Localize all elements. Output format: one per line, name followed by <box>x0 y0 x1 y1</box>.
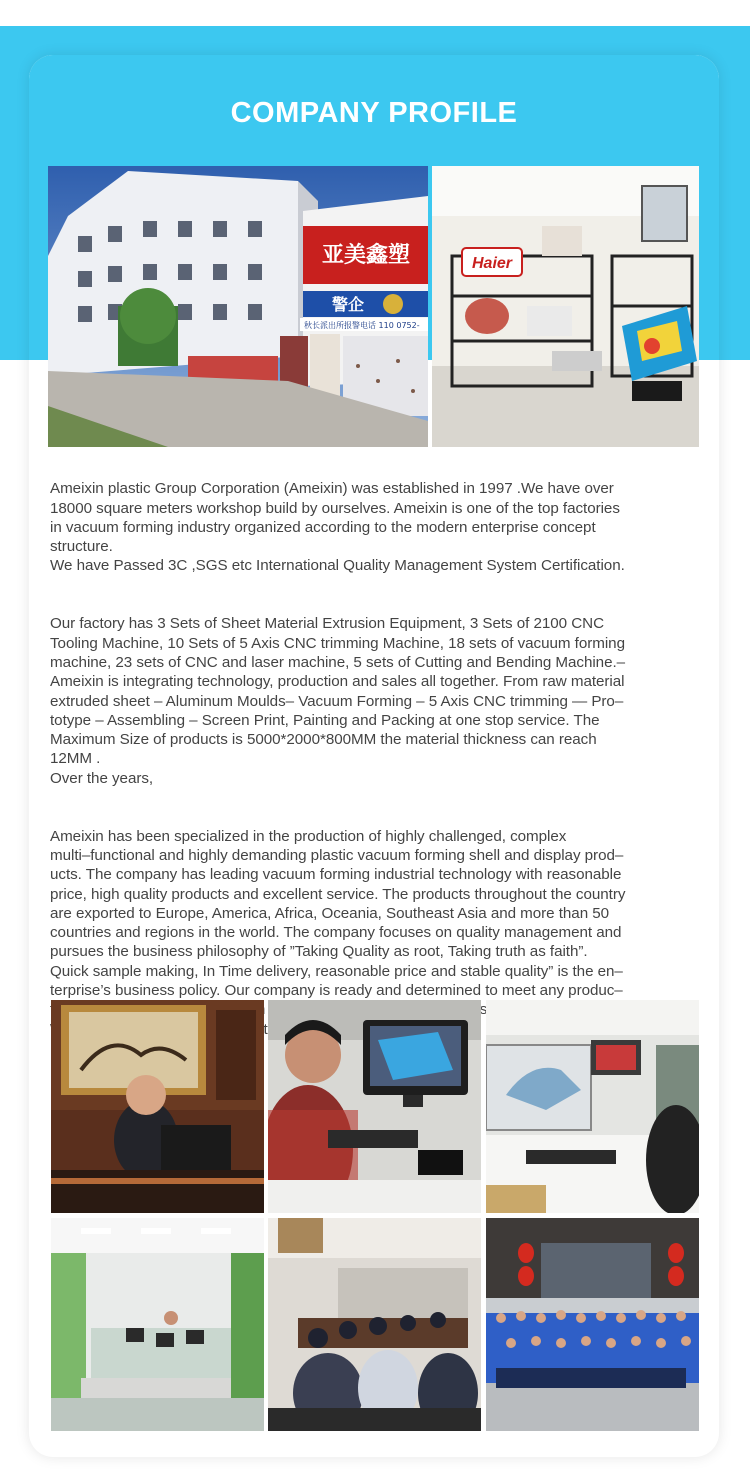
cad-modeling-photo <box>486 1000 699 1213</box>
office-executive-photo <box>51 1000 264 1213</box>
showroom-photo <box>432 166 699 447</box>
factory-phone-text: 秋长派出所报警电话 110 0752- <box>304 321 420 330</box>
intro-paragraph: Ameixin plastic Group Corporation (Ameixin) was established in 1997 .We have over 18000 square meters workshop build by ourselves. Ameixin is one of the top factories in vacuum forming industry organized according to the modern enterprise concept structure. We have Passed 3C ,SGS etc International Quality Management System Certification. <box>50 480 625 575</box>
company-description <box>50 460 700 1058</box>
specialization-paragraph: Ameixin has been specialized in the production of highly challenged, complex multi–functional and highly demanding plastic vacuum forming shell and display prod– ucts. The company has leading vacuum forming industrial technology with reasonable price, high quality products and excellent service. The products throughout the country are exported to Europe, America, Africa, Oceania, Southeast Asia and more than 50 countries and regions in the world. The company focuses on quality management and pursues the business philosophy of ”Taking Quality as root, Taking truth as faith”. Quick sample making, In Time delivery, reasonable price and stable quality” is the en– terprise’s business policy. Our company is ready and determined to meet any produc– <box>50 827 626 1000</box>
design-engineer-photo <box>268 1000 481 1213</box>
page-title: COMPANY PROFILE <box>230 97 518 129</box>
open-office-photo <box>51 1218 264 1431</box>
factory-capacity-paragraph: Our factory has 3 Sets of Sheet Material Extrusion Equipment, 3 Sets of 2100 CNC Tooling Machine, 10 Sets of 5 Axis CNC trimming Machine, 18 sets of vacuum forming machine, 23 sets of CNC and laser machine, 5 sets of Cutting and Bending Machine.– Ameixin is integrating technology, production and sales all together. From raw material extruded sheet – Aluminum Moulds– Vacuum Forming – 5 Axis CNC trimming — Pro– totype – Assembling – Screen Print, Painting and Packing at one stop service. The Maximum Size of products is 5000*2000*800MM the material thickness can reach 12MM . Over the years, <box>50 615 626 787</box>
factory-building-photo <box>48 166 428 447</box>
showroom-brand-text: Haier <box>471 255 513 272</box>
factory-sign-text: 亚美鑫塑 <box>321 243 411 268</box>
meeting-room-photo <box>268 1218 481 1431</box>
factory-badge-text: 警企 <box>331 295 365 314</box>
top-margin <box>0 0 750 26</box>
profile-card <box>29 55 719 1457</box>
team-group-photo <box>486 1218 699 1431</box>
